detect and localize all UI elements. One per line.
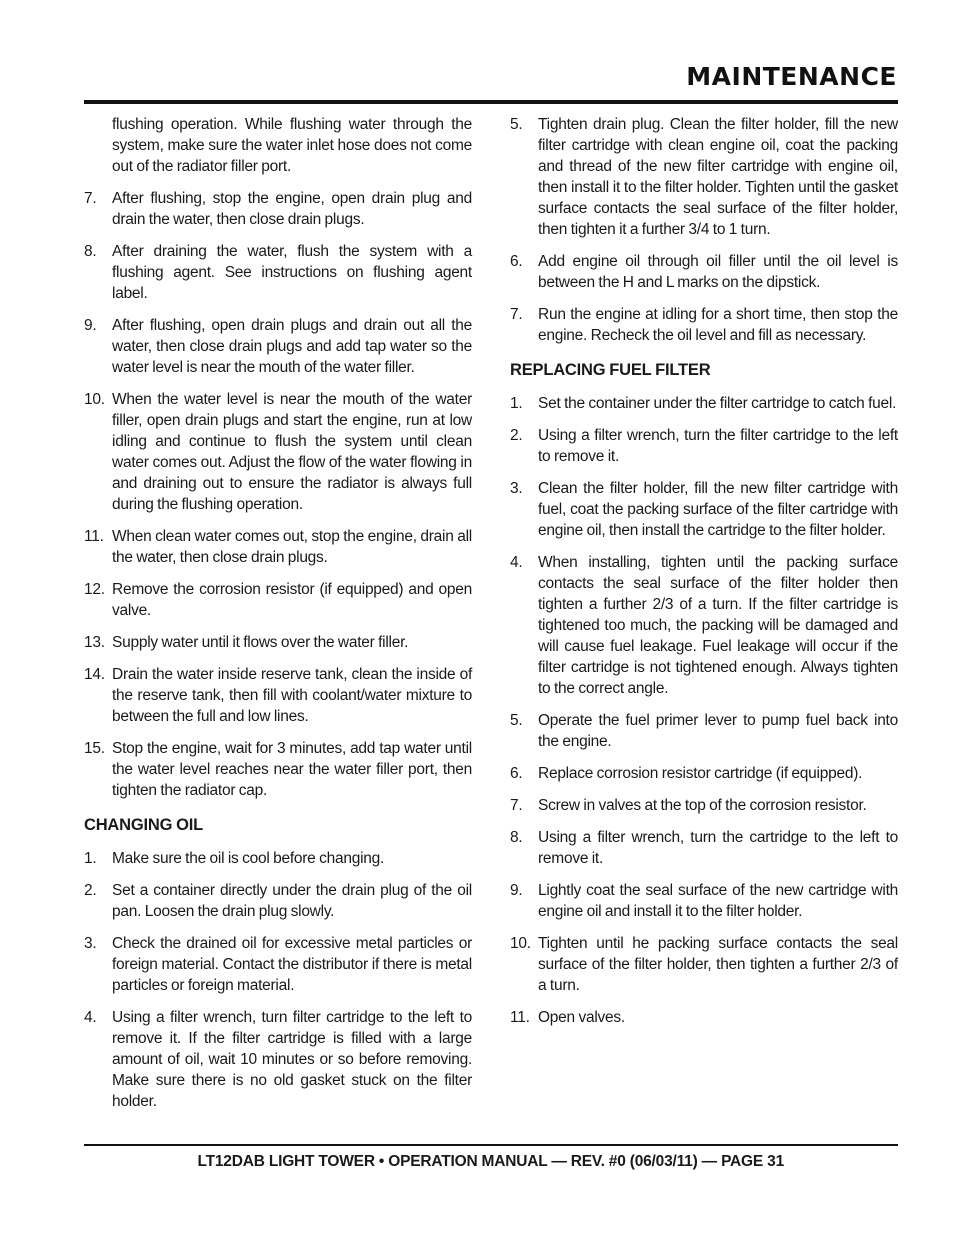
step-text: Using a filter wrench, turn filter cartridge to the left to remove it. If the filter cartridge is filled with a large amount of oil, wait 10 minutes or so before removing. Make sure there is no old gasket stuck on the filter holder. [112, 1009, 472, 1110]
list-item [84, 738, 472, 801]
step-number: 8. [84, 243, 97, 260]
step-number: 7. [84, 190, 97, 207]
step-text: Set a container directly under the drain plug of the oil pan. Loosen the drain plug slowly. [112, 882, 472, 920]
step-text: Run the engine at idling for a short time, then stop the engine. Recheck the oil level and fill as necessary. [538, 306, 898, 344]
step-number: 9. [510, 882, 523, 899]
list-item [510, 393, 898, 414]
list-item [510, 114, 898, 240]
list-item [510, 552, 898, 699]
step-text: Check the drained oil for excessive metal particles or foreign material. Contact the distributor if there is metal particles or foreign material. [112, 935, 472, 994]
step-text: Supply water until it flows over the water filler. [112, 634, 409, 651]
step-text: Set the container under the filter cartridge to catch fuel. [538, 395, 897, 412]
step-number: 7. [510, 797, 523, 814]
step-number: 1. [84, 850, 97, 867]
list-item [84, 315, 472, 378]
replacing-fuel-filter-heading: REPLACING FUEL FILTER [510, 361, 711, 379]
step-number: 3. [84, 935, 97, 952]
flushing-steps-list [84, 188, 472, 801]
step-number: 9. [84, 317, 97, 334]
step-number: 10. [84, 391, 105, 408]
step-number: 6. [510, 253, 523, 270]
step-text: Add engine oil through oil filler until the oil level is between the H and L marks on the dipstick. [538, 253, 898, 291]
step-number: 15. [84, 740, 105, 757]
step-text: Drain the water inside reserve tank, clean the inside of the reserve tank, then fill with coolant/water mixture to between the full and low lines. [112, 666, 472, 725]
step-number: 4. [510, 554, 523, 571]
step-text: Operate the fuel primer lever to pump fuel back into the engine. [538, 712, 898, 750]
step-number: 13. [84, 634, 105, 651]
step-number: 6. [510, 765, 523, 782]
list-item [84, 880, 472, 922]
list-item [84, 188, 472, 230]
step-number: 10. [510, 935, 531, 952]
step-text: Stop the engine, wait for 3 minutes, add tap water until the water level reaches near the water filler port, then tighten the radiator cap. [112, 740, 472, 799]
step-number: 7. [510, 306, 523, 323]
step-text: After flushing, stop the engine, open drain plug and drain the water, then close drain plugs. [112, 190, 472, 228]
step-number: 4. [84, 1009, 97, 1026]
step-text: Using a filter wrench, turn the filter cartridge to the left to remove it. [538, 427, 898, 465]
footer-rule [84, 1144, 898, 1146]
list-item [84, 632, 472, 653]
list-item [84, 664, 472, 727]
list-item [510, 880, 898, 922]
list-item [84, 848, 472, 869]
list-item [510, 478, 898, 541]
continuation-paragraph: flushing operation. While flushing water through the system, make sure the water inlet hose does not come out of the radiator filler port. [112, 116, 472, 175]
header-rule [84, 100, 898, 104]
step-text: After draining the water, flush the system with a flushing agent. See instructions on flushing agent label. [112, 243, 472, 302]
changing-oil-steps-continued-list [510, 114, 898, 346]
step-text: Remove the corrosion resistor (if equipped) and open valve. [112, 581, 472, 619]
list-item [84, 241, 472, 304]
step-text: Lightly coat the seal surface of the new cartridge with engine oil and install it to the filter holder. [538, 882, 898, 920]
list-item [84, 526, 472, 568]
step-text: When the water level is near the mouth of the water filler, open drain plugs and start the engine, run at low idling and continue to flush the system until clean water comes out. Adjust the flow of the water flowing in and draining out to ensure the radiator is always full during the flushing operation. [112, 391, 472, 513]
list-item [510, 763, 898, 784]
list-item [84, 1007, 472, 1112]
changing-oil-heading: CHANGING OIL [84, 816, 204, 834]
step-number: 3. [510, 480, 523, 497]
step-text: Replace corrosion resistor cartridge (if equipped). [538, 765, 863, 782]
list-item [84, 579, 472, 621]
changing-oil-steps-list [84, 848, 472, 1112]
step-text: Tighten until he packing surface contacts the seal surface of the filter holder, then tighten a further 2/3 of a turn. [538, 935, 898, 994]
list-item [84, 389, 472, 515]
step-text: After flushing, open drain plugs and drain out all the water, then close drain plugs and add tap water so the water level is near the mouth of the water filler. [112, 317, 472, 376]
step-number: 14. [84, 666, 105, 683]
step-text: When installing, tighten until the packing surface contacts the seal surface of the filter holder then tighten a further 2/3 of a turn. If the filter cartridge is tightened too much, the packing will be damaged and will cause fuel leakage. Fuel leakage will occur if the filter cartridge is not tightened enough. Always tighten to the correct angle. [538, 554, 898, 697]
step-number: 5. [510, 712, 523, 729]
list-item [510, 304, 898, 346]
step-text: When clean water comes out, stop the engine, drain all the water, then close drain plugs. [112, 528, 472, 566]
step-number: 1. [510, 395, 523, 412]
step-text: Tighten drain plug. Clean the filter holder, fill the new filter cartridge with clean engine oil, coat the packing and thread of the new filter cartridge with engine oil, then install it to the filter holder. Tighten until the gasket surface contacts the seal surface of the filter holder, then tighten it a further 3/4 to 1 turn. [538, 116, 898, 238]
step-number: 12. [84, 581, 105, 598]
step-number: 5. [510, 116, 523, 133]
fuel-filter-steps-list [510, 393, 898, 1028]
list-item [510, 425, 898, 467]
list-item [84, 933, 472, 996]
page-title: MAINTENANCE [686, 62, 897, 91]
list-item [510, 933, 898, 996]
right-column [510, 114, 898, 1039]
step-number: 11. [510, 1009, 530, 1026]
step-text: Using a filter wrench, turn the cartridge to the left to remove it. [538, 829, 898, 867]
step-number: 11. [84, 528, 104, 545]
list-item [510, 710, 898, 752]
step-number: 2. [510, 427, 523, 444]
step-text: Screw in valves at the top of the corrosion resistor. [538, 797, 867, 814]
step-number: 2. [84, 882, 97, 899]
step-text: Open valves. [538, 1009, 625, 1026]
left-column [84, 114, 472, 1123]
page-footer: LT12DAB LIGHT TOWER • OPERATION MANUAL — REV. #0 (06/03/11) — PAGE 31 [197, 1153, 784, 1170]
list-item [510, 251, 898, 293]
step-text: Make sure the oil is cool before changing. [112, 850, 385, 867]
list-item [510, 827, 898, 869]
step-text: Clean the filter holder, fill the new filter cartridge with fuel, coat the packing surface of the filter cartridge with engine oil, then install the cartridge to the filter holder. [538, 480, 898, 539]
step-number: 8. [510, 829, 523, 846]
list-item [510, 795, 898, 816]
list-item [510, 1007, 898, 1028]
